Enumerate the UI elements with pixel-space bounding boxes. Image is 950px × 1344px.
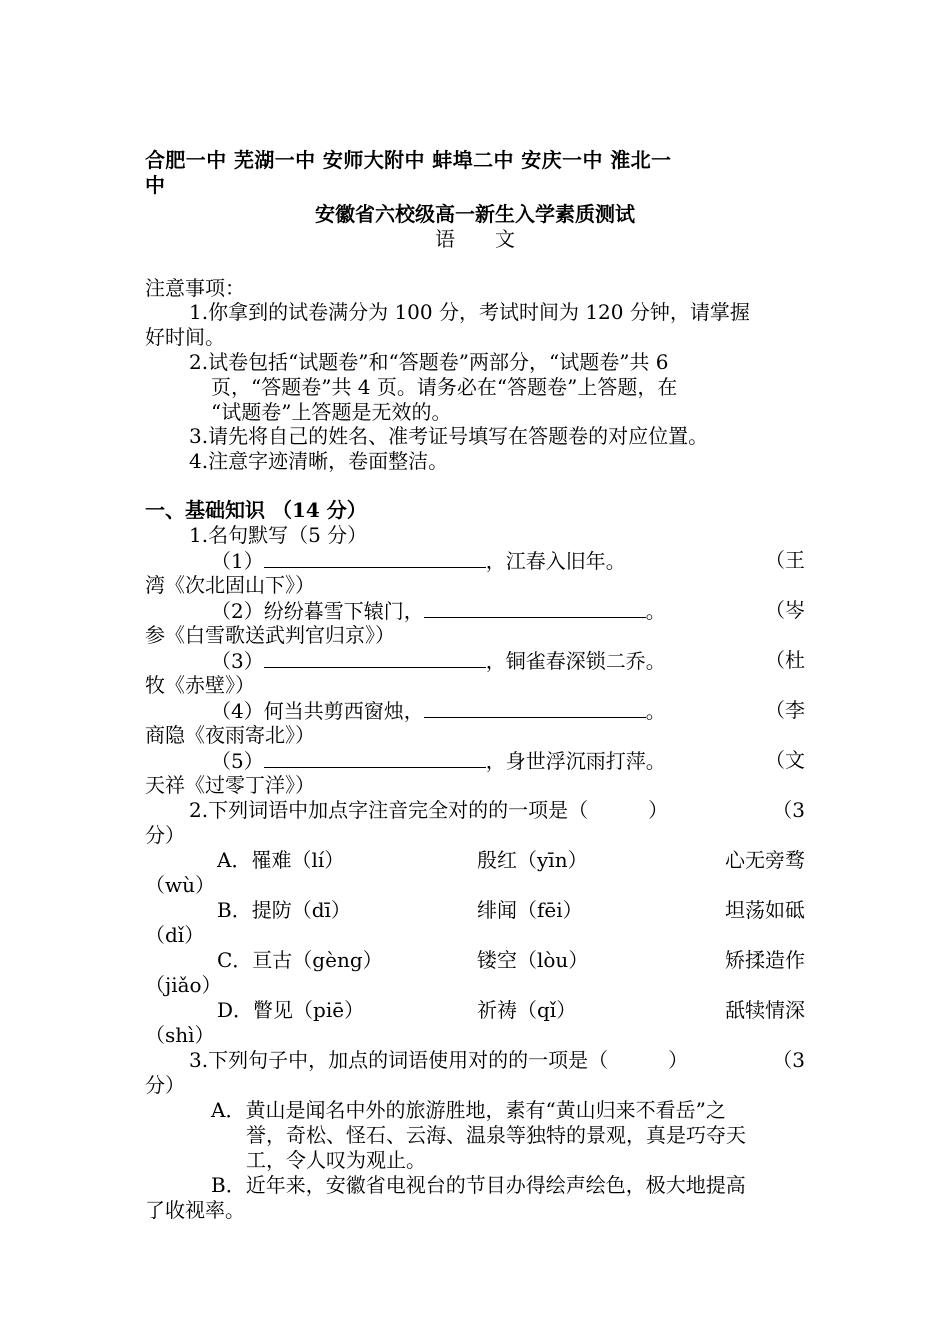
option-c: 坦荡如砥 [725,898,805,922]
option-b-text: B．近年来，安徽省电视台的节目办得绘声绘色，极大地提高 [211,1173,746,1197]
option-a: D．瞥见（piē） [217,998,365,1022]
item-prefix: （5） [211,749,264,773]
notice-item-1-cont: 好时间。 [145,325,225,349]
question-score: （3 [772,798,805,822]
option-b: 镂空（lòu） [477,948,589,972]
subject-title: 语 文 [435,227,515,251]
item-prefix: （1） [211,549,264,573]
answer-blank [264,648,486,668]
option-b: 祈祷（qǐ） [477,998,577,1022]
option-a-text-cont2: 工，令人叹为观止。 [246,1148,426,1172]
fill-blank-item [211,648,805,674]
attribution-cont: 参《白雪歌送武判官归京》） [145,623,395,647]
question-2-stem [189,798,805,823]
fill-blank-item [211,748,805,774]
answer-blank [264,548,486,568]
question-text: 3.下列句子中，加点的词语使用对的的一项是（ ） [189,1048,689,1072]
notice-item-4: 4.注意字迹清晰，卷面整洁。 [189,449,449,473]
attribution-cont: 天祥《过零丁洋》） [145,773,315,797]
notice-item-1: 1.你拿到的试卷满分为 100 分，考试时间为 120 分钟，请掌握 [189,300,750,324]
fill-blank-item [211,598,805,624]
item-text: （4）何当共剪西窗烛， [211,699,424,723]
option-c: 矫揉造作 [725,948,805,972]
option-c: 舐犊情深 [725,998,805,1022]
item-text: 。 [645,699,666,723]
option-b: 绯闻（fēi） [477,898,583,922]
attribution-cont: 湾《次北固山下》） [145,573,315,597]
item-text: ，身世浮沉雨打萍。 [485,749,666,773]
question-score-cont: 分） [145,823,185,847]
attribution: （杜 [765,648,805,672]
schools-line-wrap: 中 [145,173,165,197]
option-c: 心无旁骛 [725,848,805,872]
question-score: （3 [772,1048,805,1072]
notice-item-2-cont: 页，“答题卷”共 4 页。请务必在“答题卷”上答题，在 [211,375,678,399]
attribution-cont: 商隐《夜雨寄北》） [145,723,315,747]
notice-item-2: 2.试卷包括“试题卷”和“答题卷”两部分，“试题卷”共 6 [189,350,669,374]
option-a: A．罹难（lí） [217,848,345,872]
fill-blank-item [211,548,805,574]
attribution: （王 [765,548,805,572]
attribution: （文 [765,748,805,772]
option-a: B．提防（dī） [217,898,351,922]
notice-item-3: 3.请先将自己的姓名、准考证号填写在答题卷的对应位置。 [189,424,709,448]
attribution-cont: 牧《赤壁》） [145,673,255,697]
answer-blank [424,598,646,618]
question-score-cont: 分） [145,1073,185,1097]
option-b: 殷红（yīn） [477,848,588,872]
item-text: （2）纷纷暮雪下辕门， [211,599,424,623]
item-text: ，铜雀春深锁二乔。 [485,649,666,673]
item-prefix: （3） [211,649,264,673]
option-row-cont: （wù） [145,873,215,897]
item-text: 。 [645,599,666,623]
option-a: C．亘古（gèng） [217,948,383,972]
question-text: 2.下列词语中加点字注音完全对的的一项是（ ） [189,798,669,822]
section-heading: 一、基础知识 （14 分） [145,498,367,522]
notice-item-2-cont2: “试题卷”上答题是无效的。 [211,400,452,424]
option-b-text-cont: 了收视率。 [145,1198,245,1222]
option-a-text-cont: 誉，奇松、怪石、云海、温泉等独特的景观，真是巧夺天 [246,1123,746,1147]
schools-line: 合肥一中 芜湖一中 安师大附中 蚌埠二中 安庆一中 淮北一 [145,148,672,172]
page-title: 安徽省六校级高一新生入学素质测试 [315,202,635,226]
option-row-cont: （shì） [145,1023,215,1047]
attribution: （李 [765,698,805,722]
fill-blank-item [211,698,805,724]
answer-blank [264,748,486,768]
notice-heading: 注意事项： [145,276,245,300]
option-a-text: A．黄山是闻名中外的旅游胜地，素有“黄山归来不看岳”之 [211,1098,726,1122]
item-text: ，江春入旧年。 [485,549,626,573]
option-row-cont: （dǐ） [145,923,205,947]
option-row-cont: （jiǎo） [145,973,222,997]
attribution: （岑 [765,598,805,622]
question-3-stem [189,1048,805,1073]
question-1-stem: 1.名句默写（5 分） [189,523,368,547]
answer-blank [424,698,646,718]
